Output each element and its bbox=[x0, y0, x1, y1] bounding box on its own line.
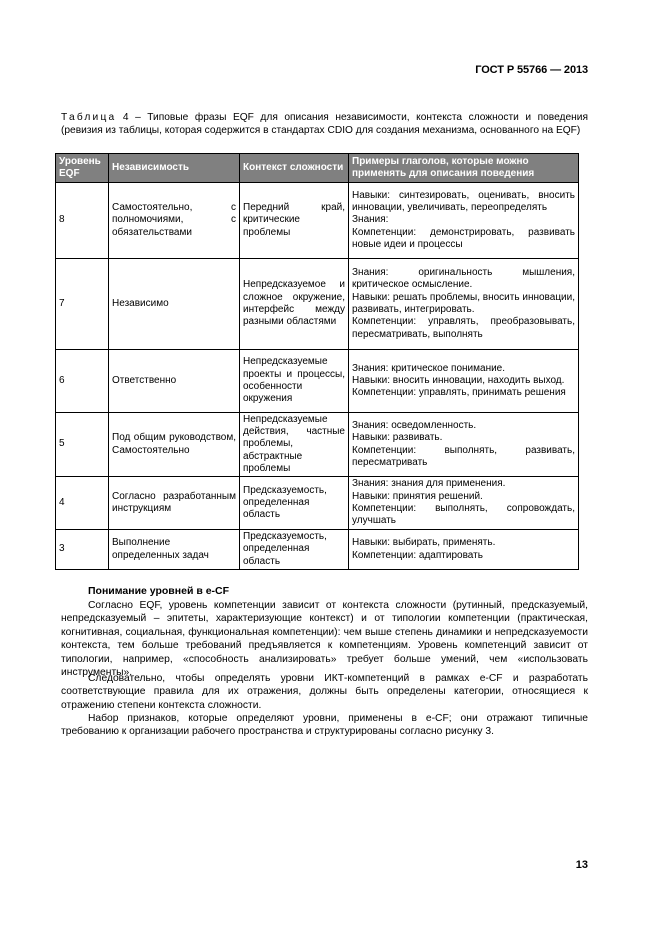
table-row bbox=[56, 413, 579, 477]
example-line: Знания: критическое понимание. bbox=[352, 362, 506, 374]
row-level: 7 bbox=[56, 259, 109, 350]
header-independence: Независимость bbox=[109, 154, 240, 183]
row-examples bbox=[349, 259, 579, 350]
row-level: 3 bbox=[56, 530, 109, 570]
example-line: Навыки: решать проблемы, вносить инновации, развивать, интегрировать. bbox=[352, 291, 575, 315]
row-context: Предсказуемость, определенная область bbox=[240, 530, 349, 570]
section-paragraph: Согласно EQF, уровень компетенции зависит от контекста сложности (рутинный, предсказуемый, непредсказуемый – эпитеты, характеризующие контекст) и от типологии компетенции (практическая, когнитивная, социальная, функциональная компетенции): чем выше степень динамики и непредсказуемости контекста, тем больше требований предъявляется к компетенциям. Уровень компетенций зависит от типологии, например, «способность анализировать» требует больше умений, чем «использовать инструменты». bbox=[61, 600, 588, 679]
row-independence: Выполнение определенных задач bbox=[109, 530, 240, 570]
row-context: Непредсказуемые проекты и процессы, особенности окружения bbox=[240, 350, 349, 413]
row-context: Передний край, критические проблемы bbox=[240, 183, 349, 259]
example-line: Знания: оригинальность мышления, критическое осмысление. bbox=[352, 267, 575, 291]
row-independence: Независимо bbox=[109, 259, 240, 350]
table-caption-text: 4 – Типовые фразы EQF для описания независимости, контекста сложности и поведения (ревизия из таблицы, которая содержится в стандартах CDIO для создания механизма, основанного на EQF) bbox=[61, 112, 588, 136]
table-row bbox=[56, 183, 579, 259]
row-independence: Под общим руководством, Самостоятельно bbox=[109, 413, 240, 477]
table-caption bbox=[61, 111, 588, 137]
row-examples bbox=[349, 183, 579, 259]
example-line: Знания: знания для применения. bbox=[352, 478, 506, 490]
row-examples bbox=[349, 477, 579, 530]
example-line: Навыки: выбирать, применять. bbox=[352, 537, 496, 549]
table-caption-label: Таблица bbox=[61, 112, 117, 123]
row-context: Непредсказуемое и сложное окружение, интерфейс между разными областями bbox=[240, 259, 349, 350]
row-examples bbox=[349, 413, 579, 477]
document-standard-header: ГОСТ Р 55766 — 2013 bbox=[475, 64, 588, 76]
header-context: Контекст сложности bbox=[240, 154, 349, 183]
row-level: 8 bbox=[56, 183, 109, 259]
row-independence: Ответственно bbox=[109, 350, 240, 413]
example-line: Знания: осведомленность. bbox=[352, 419, 477, 431]
example-line: Навыки: принятия решений. bbox=[352, 490, 483, 502]
example-line: Компетенции: управлять, принимать решения bbox=[352, 387, 566, 399]
row-independence: Самостоятельно, с полномочиями, с обязательствами bbox=[109, 183, 240, 259]
example-line: Компетенции: адаптировать bbox=[352, 549, 483, 561]
example-line: Компетенции: управлять, преобразовывать, пересматривать, выполнять bbox=[352, 316, 575, 340]
row-examples bbox=[349, 530, 579, 570]
row-examples bbox=[349, 350, 579, 413]
table-row bbox=[56, 530, 579, 570]
section-paragraph: Набор признаков, которые определяют уровни, применены в e-CF; они отражают типичные требованию к организации рабочего пространства и структурированы согласно рисунку 3. bbox=[61, 713, 588, 738]
row-independence: Согласно разработанным инструкциям bbox=[109, 477, 240, 530]
header-examples: Примеры глаголов, которые можно применять для описания поведения bbox=[349, 154, 579, 183]
row-level: 5 bbox=[56, 413, 109, 477]
table-row bbox=[56, 477, 579, 530]
example-line: Навыки: вносить инновации, находить выход. bbox=[352, 374, 565, 386]
row-level: 6 bbox=[56, 350, 109, 413]
row-context: Предсказуемость, определенная область bbox=[240, 477, 349, 530]
eqf-phrases-table bbox=[55, 153, 579, 570]
example-line: Навыки: синтезировать, оценивать, вносить инновации, увеличивать, переопределять bbox=[352, 189, 575, 214]
section-paragraph: Следовательно, чтобы определять уровни ИКТ-компетенций в рамках e-CF и разработать соответствующие правила для их отражения, должны быть определены категории, относящиеся к отражению степени контекста сложности. bbox=[61, 673, 588, 711]
row-context: Непредсказуемые действия, частные проблемы, абстрактные проблемы bbox=[240, 413, 349, 477]
example-line: Знания: bbox=[352, 214, 389, 226]
table-header-row bbox=[56, 154, 579, 183]
example-line: Компетенции: демонстрировать, развивать новые идеи и процессы bbox=[352, 226, 575, 250]
page-number: 13 bbox=[575, 859, 588, 871]
row-level: 4 bbox=[56, 477, 109, 530]
table-row bbox=[56, 350, 579, 413]
example-line: Компетенции: выполнять, сопровождать, улучшать bbox=[352, 503, 575, 527]
header-level: Уровень EQF bbox=[56, 154, 109, 183]
section-title: Понимание уровней в e-CF bbox=[88, 585, 230, 597]
example-line: Компетенции: выполнять, развивать, пересматривать bbox=[352, 444, 575, 468]
table-row bbox=[56, 259, 579, 350]
example-line: Навыки: развивать. bbox=[352, 432, 443, 444]
